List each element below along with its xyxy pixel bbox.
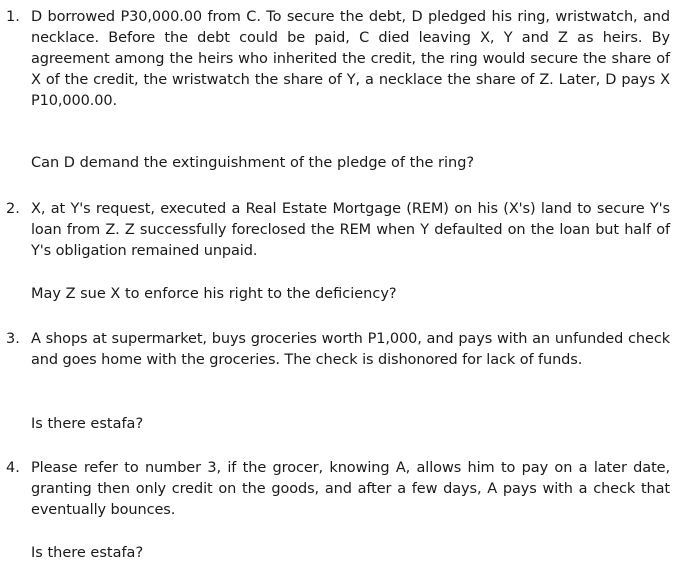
problem-text: Please refer to number 3, if the grocer, knowing A, allows him to pay on a later date, granting then only credit on the goods, and after a few days, A pays with a check that eventually bounces.: [31, 460, 670, 518]
item-number: 3.: [6, 331, 20, 347]
question-prompt: Can D demand the extinguishment of the pledge of the ring?: [31, 155, 475, 171]
problem-text: A shops at supermarket, buys groceries worth P1,000, and pays with an unfunded check and goes home with the groceries. The check is dishonored for lack of funds.: [31, 331, 670, 368]
question-prompt: May Z sue X to enforce his right to the deficiency?: [31, 286, 397, 302]
question-prompt: Is there estafa?: [31, 545, 144, 561]
problem-text: X, at Y's request, executed a Real Estate Mortgage (REM) on his (X's) land to secure Y's loan from Z. Z successfully foreclosed the REM when Y defaulted on the loan but half of Y's obligation remained unpaid.: [31, 201, 670, 259]
question-item-4: [6, 458, 670, 521]
question-item-3: [6, 329, 670, 371]
question-item-2: [6, 199, 670, 262]
question-item-1: [6, 7, 670, 112]
problem-text: D borrowed P30,000.00 from C. To secure the debt, D pledged his ring, wristwatch, and necklace. Before the debt could be paid, C died leaving X, Y and Z as heirs. By agreement among the heirs who inherited the credit, the ring would secure the share of X of the credit, the wristwatch the share of Y, a necklace the share of Z. Later, D pays X P10,000.00.: [31, 9, 670, 109]
item-number: 1.: [6, 9, 20, 25]
question-prompt: Is there estafa?: [31, 416, 144, 432]
item-number: 4.: [6, 460, 20, 476]
item-number: 2.: [6, 201, 20, 217]
